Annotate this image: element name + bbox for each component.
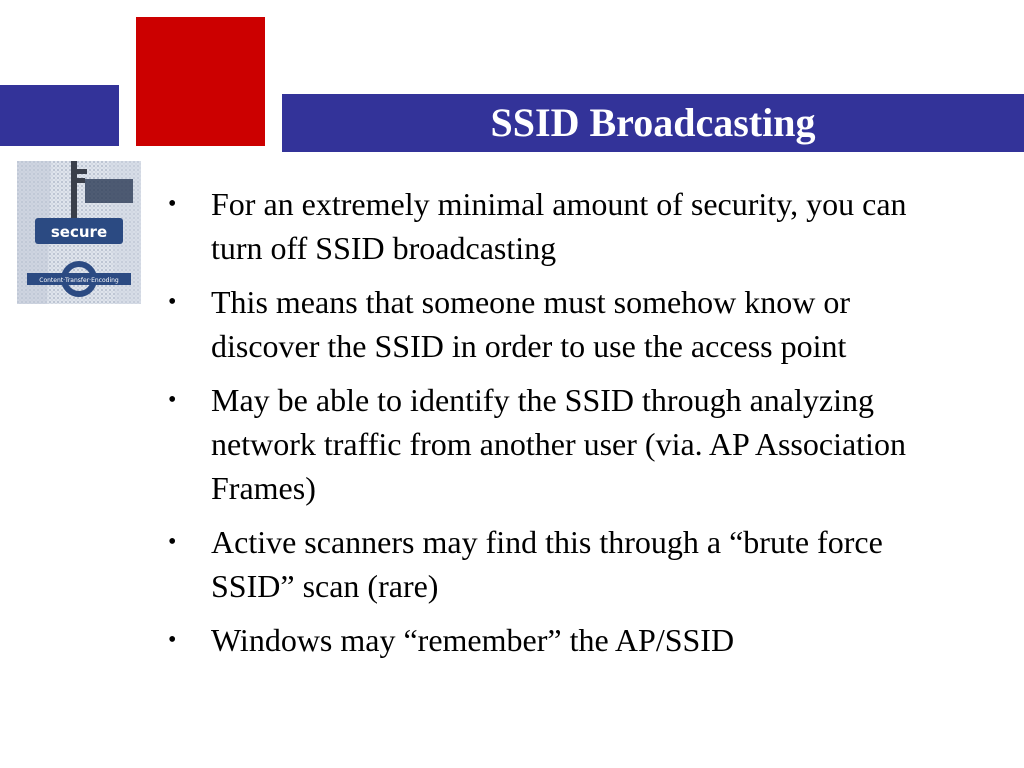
bullet-item	[168, 618, 928, 662]
bullet-marker: •	[168, 289, 177, 315]
bullet-text: Active scanners may find this through a “brute force SSID” scan (rare)	[211, 524, 883, 604]
left-blue-band	[0, 85, 119, 146]
bullet-marker: •	[168, 191, 177, 217]
bullet-text: Windows may “remember” the AP/SSID	[211, 622, 735, 658]
bullet-marker: •	[168, 627, 177, 653]
sign-text: secure	[50, 223, 108, 241]
bullet-marker: •	[168, 529, 177, 555]
background-sign	[85, 179, 133, 203]
bullet-item	[168, 520, 928, 608]
bullet-marker: •	[168, 387, 177, 413]
bullet-item	[168, 378, 928, 510]
secure-sign-photo	[17, 161, 141, 304]
bullet-text: For an extremely minimal amount of security, you can turn off SSID broadcasting	[211, 186, 907, 266]
bullet-text: This means that someone must somehow know or discover the SSID in order to use the access point	[211, 284, 851, 364]
bullet-list	[168, 182, 928, 672]
red-accent-square	[136, 17, 265, 146]
slide-title: SSID Broadcasting	[490, 100, 816, 145]
bullet-item	[168, 280, 928, 368]
key-shaft-icon	[71, 161, 77, 223]
bullet-item	[168, 182, 928, 270]
caption-text: Content·Transfer·Encoding	[39, 277, 119, 284]
title-bar	[282, 94, 1024, 152]
bullet-text: May be able to identify the SSID through analyzing network traffic from another user (via. AP Association Frames)	[211, 382, 906, 506]
